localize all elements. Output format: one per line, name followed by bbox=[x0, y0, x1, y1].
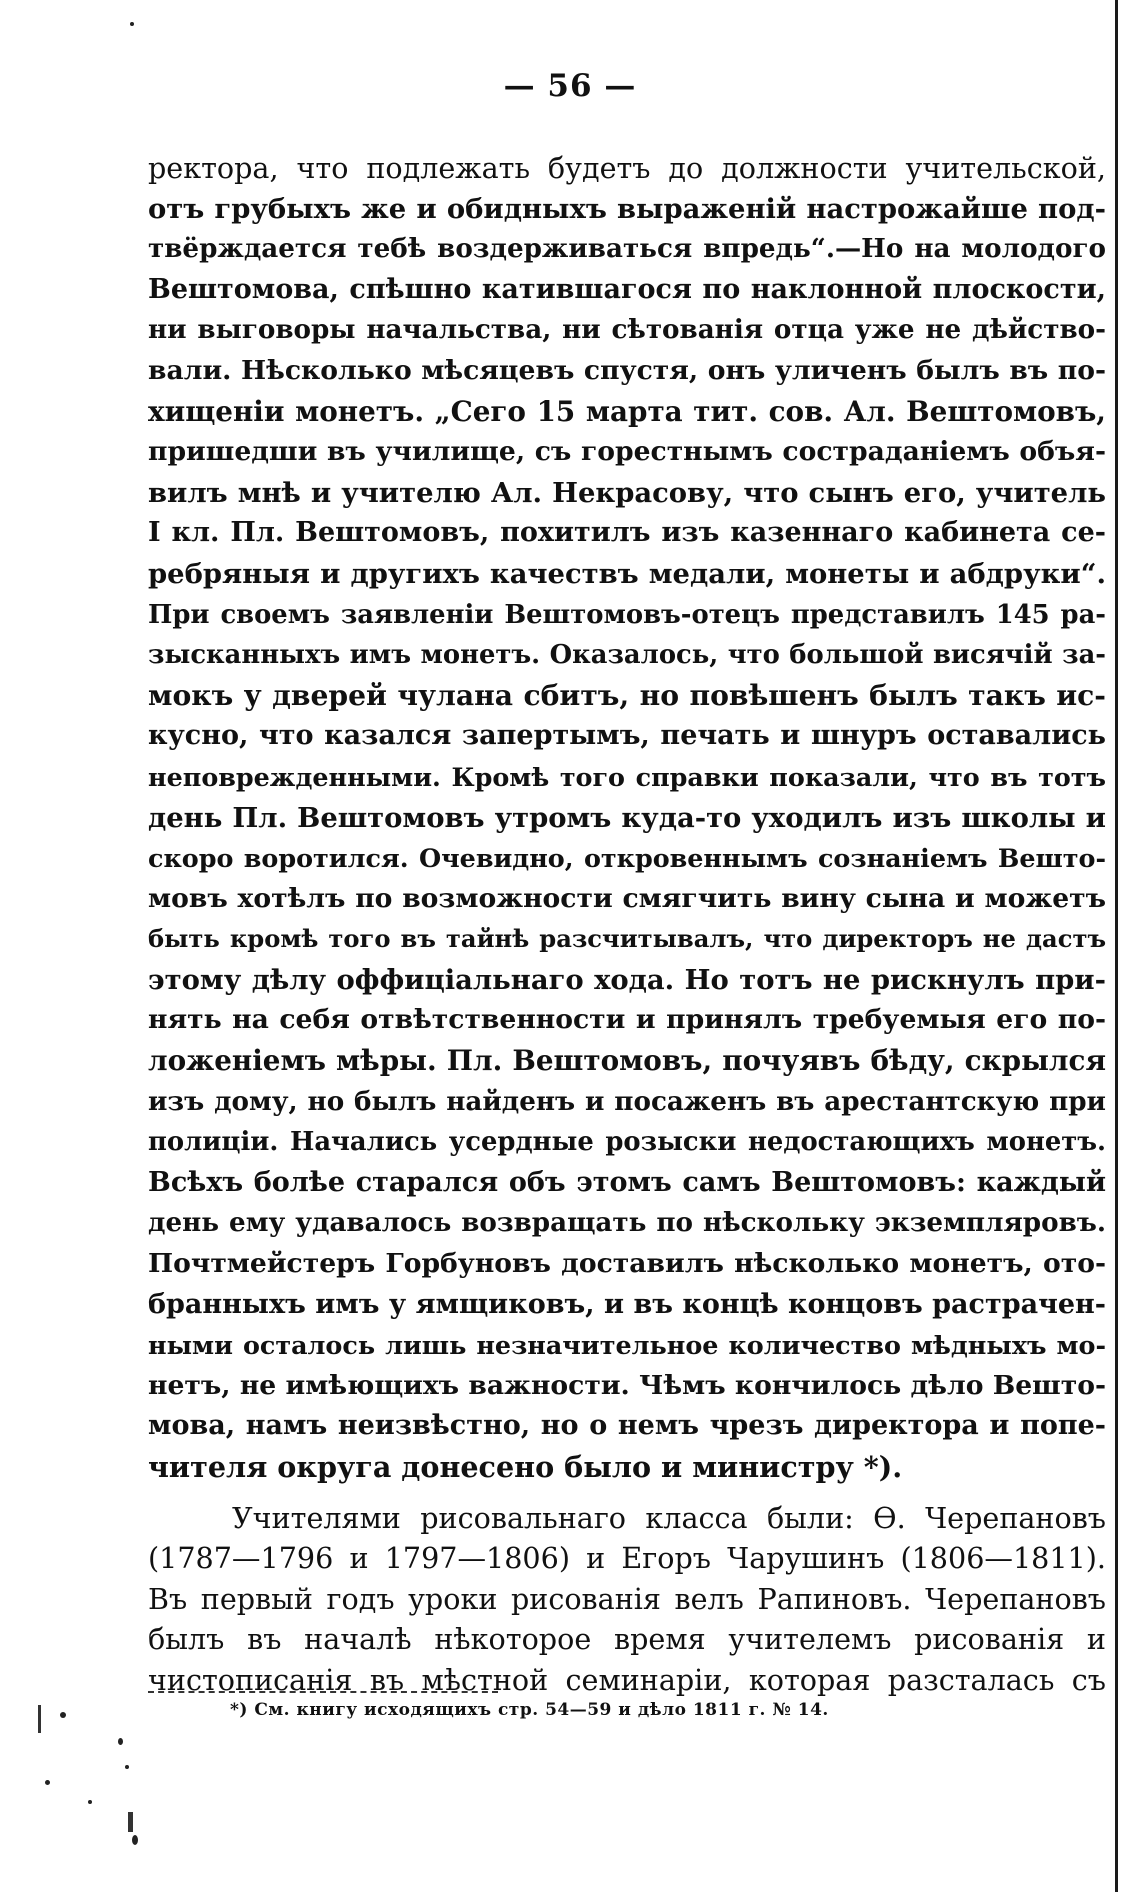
text-line: изъ дому, но былъ найденъ и посаженъ въ арестантскую при bbox=[148, 1085, 1106, 1117]
text-line: (1787—1796 и 1797—1806) и Егоръ Чарушинъ (1806—1811). bbox=[148, 1541, 1106, 1576]
text-line: зысканныхъ имъ монетъ. Оказалось, что большой висячій за- bbox=[148, 640, 1106, 671]
text-line: Учителями рисовальнаго класса были: Ѳ. Черепановъ bbox=[232, 1500, 1106, 1535]
text-line: ложеніемъ мѣры. Пл. Вештомовъ, почуявъ бѣду, скрылся bbox=[148, 1044, 1106, 1078]
body-text bbox=[148, 148, 1106, 1701]
text-line: При своемъ заявленіи Вештомовъ-отецъ представилъ 145 ра- bbox=[148, 599, 1106, 630]
scan-speck bbox=[130, 22, 134, 26]
footnote: *) См. книгу исходящихъ стр. 54—59 и дѣло 1811 г. № 14. bbox=[230, 1700, 829, 1720]
text-line: кусно, что казался запертымъ, печать и шнуръ оставались bbox=[148, 720, 1106, 752]
text-line: чистописанія въ мѣстной семинаріи, которая разсталась съ bbox=[148, 1662, 1106, 1697]
page-edge-rule bbox=[1115, 0, 1118, 1892]
text-line: вилъ мнѣ и учителю Ал. Некрасову, что сынъ его, учитель bbox=[148, 476, 1106, 509]
text-line: этому дѣлу оффиціальнаго хода. Но тотъ не рискнулъ при- bbox=[148, 963, 1106, 996]
text-line: полиціи. Начались усердные розыски недостающихъ монетъ. bbox=[148, 1127, 1106, 1158]
text-line: быть кромѣ того въ тайнѣ разсчитывалъ, что директоръ не дастъ bbox=[148, 924, 1106, 954]
text-line: отъ грубыхъ же и обидныхъ выраженій настрожайше под- bbox=[148, 192, 1106, 225]
text-line: I кл. Пл. Вештомовъ, похитилъ изъ казеннаго кабинета се- bbox=[148, 517, 1106, 549]
scan-speck bbox=[38, 1705, 41, 1733]
scan-speck bbox=[60, 1712, 66, 1718]
text-line: ректора, что подлежать будетъ до должности учительской, bbox=[148, 151, 1106, 185]
text-line: мовъ хотѣлъ по возможности смягчить вину сына и можетъ bbox=[148, 882, 1106, 914]
text-line: мова, намъ неизвѣстно, но о немъ чрезъ директора и попе- bbox=[148, 1410, 1106, 1442]
text-line: ни выговоры начальства, ни сѣтованія отца уже не дѣйство- bbox=[148, 314, 1106, 346]
text-line: день ему удавалось возвращать по нѣскольку экземпляровъ. bbox=[148, 1207, 1106, 1239]
text-line: Почтмейстеръ Горбуновъ доставилъ нѣсколько монетъ, ото- bbox=[148, 1248, 1106, 1280]
text-line: ребряныя и другихъ качествъ медали, монеты и абдруки“. bbox=[148, 557, 1106, 590]
text-line: Всѣхъ болѣе старался объ этомъ самъ Вештомовъ: каждый bbox=[148, 1166, 1106, 1198]
footnote-separator bbox=[148, 1691, 498, 1693]
text-line: ными осталось лишь незначительное количество мѣдныхъ мо- bbox=[148, 1330, 1106, 1361]
scan-speck bbox=[125, 1765, 129, 1769]
text-line: мокъ у дверей чулана сбитъ, но повѣшенъ былъ такъ ис- bbox=[148, 678, 1106, 712]
text-line: чителя округа донесено было и министру *). bbox=[148, 1450, 903, 1484]
scan-speck bbox=[118, 1738, 123, 1745]
scan-speck bbox=[128, 1812, 133, 1832]
text-line: Въ первый годъ уроки рисованія велъ Рапиновъ. Черепановъ bbox=[148, 1581, 1106, 1616]
text-line: твёрждается тебѣ воздерживаться впредь“.—Но на молодого bbox=[148, 233, 1106, 265]
text-line: неповрежденными. Кромѣ того справки показали, что въ тотъ bbox=[148, 761, 1106, 792]
text-line: нетъ, не имѣющихъ важности. Чѣмъ кончилось дѣло Вешто- bbox=[148, 1369, 1106, 1401]
text-line: Вештомова, спѣшно катившагося по наклонной плоскости, bbox=[148, 273, 1106, 305]
page-number: — 56 — bbox=[503, 68, 637, 104]
scan-speck bbox=[132, 1835, 138, 1845]
text-line: хищеніи монетъ. „Сего 15 марта тит. сов. Ал. Вештомовъ, bbox=[148, 394, 1106, 428]
text-line: пришедши въ училище, съ горестнымъ состраданіемъ объя- bbox=[148, 436, 1106, 468]
scan-speck bbox=[45, 1780, 50, 1785]
text-line: былъ въ началѣ нѣкоторое время учителемъ рисованія и bbox=[148, 1622, 1106, 1657]
text-line: день Пл. Вештомовъ утромъ куда-то уходилъ изъ школы и bbox=[148, 801, 1106, 834]
text-line: скоро воротился. Очевидно, откровеннымъ сознаніемъ Вешто- bbox=[148, 843, 1106, 874]
text-line: нять на себя отвѣтственности и принялъ требуемыя его по- bbox=[148, 1004, 1106, 1036]
text-line: бранныхъ имъ у ямщиковъ, и въ концѣ концовъ растрачен- bbox=[148, 1288, 1106, 1320]
scan-speck bbox=[88, 1800, 92, 1804]
text-line: вали. Нѣсколько мѣсяцевъ спустя, онъ уличенъ былъ въ по- bbox=[148, 354, 1106, 386]
